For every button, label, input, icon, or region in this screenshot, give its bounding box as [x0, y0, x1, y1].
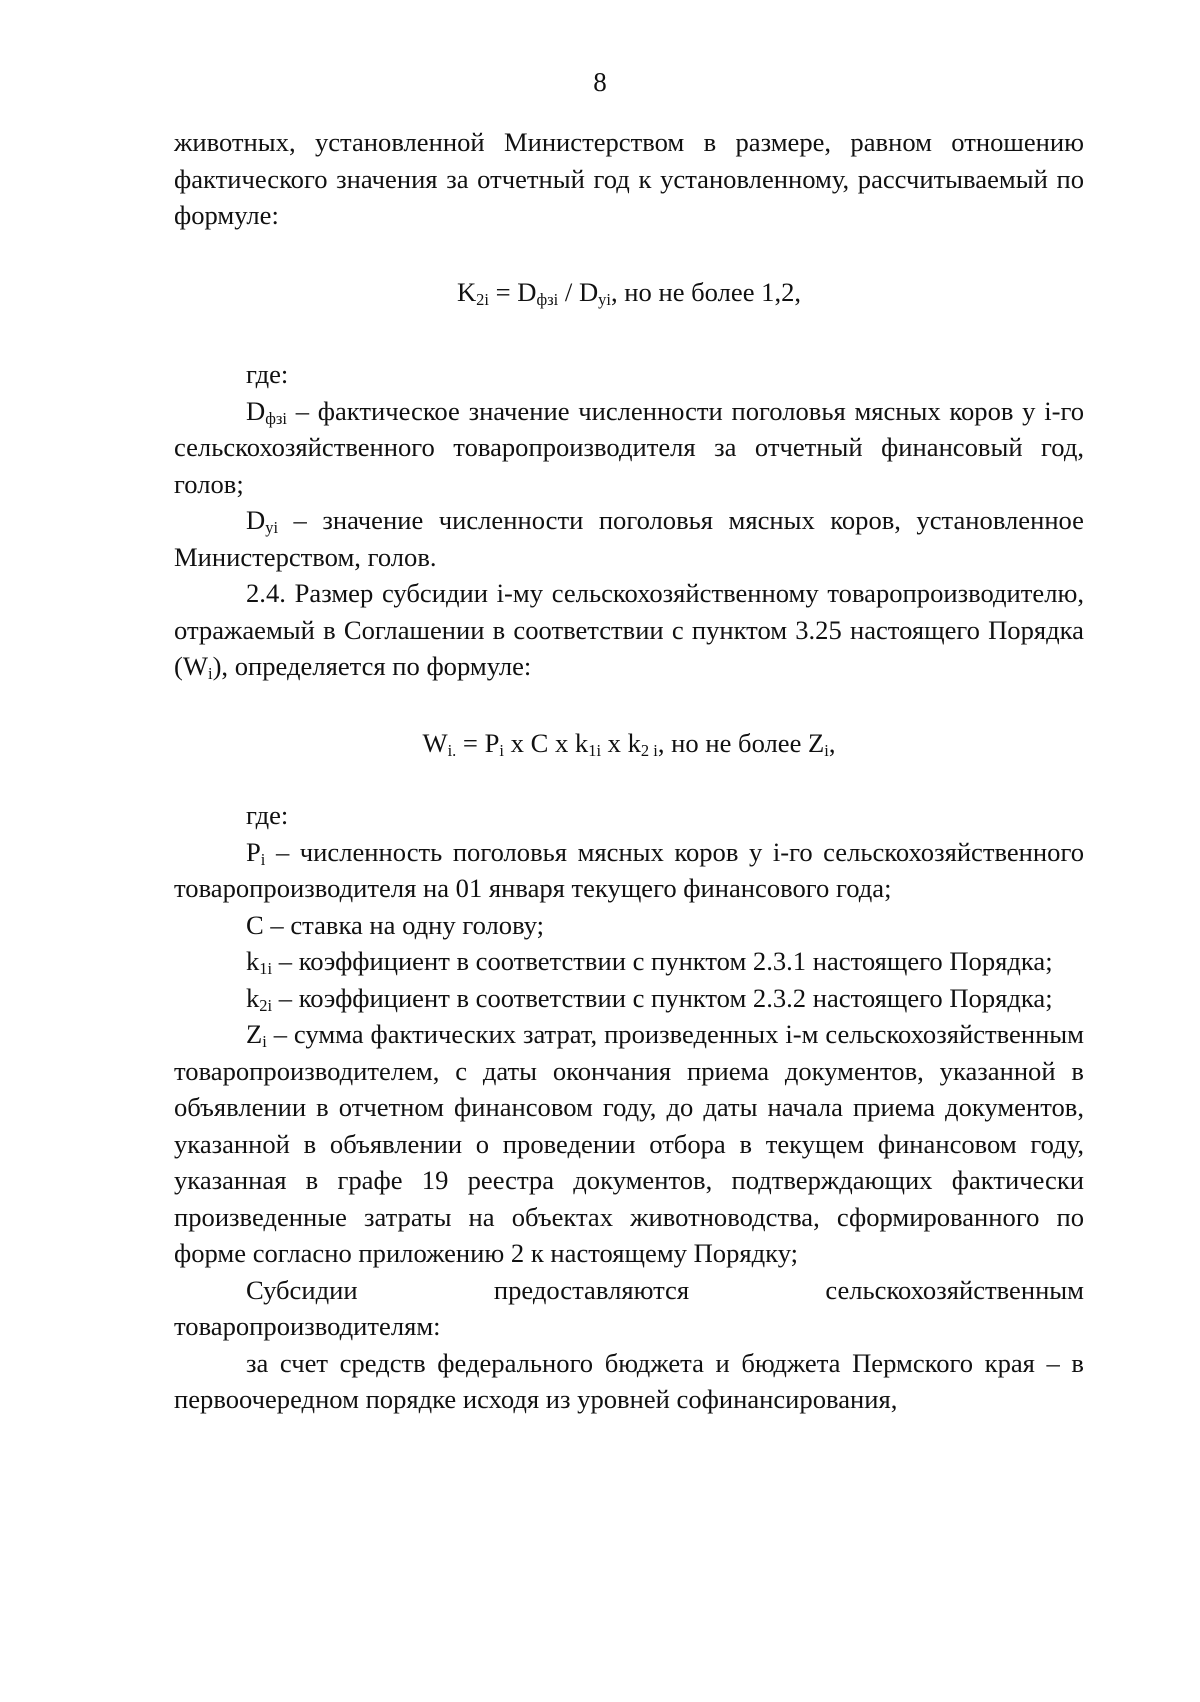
formula-k2: $K_{2i} = D_{фзi} / D_{yi}$, но не более 1,2,	[456, 276, 802, 309]
definition-d-y: $D_{yi}$ – значение численности поголовья мясных коров, установленное Министерством, голов.	[174, 505, 1084, 572]
paragraph-intro: животных, установленной Министерством в размере, равном отношению фактического значения за отчетный год к установленному, рассчитываемый по формуле:	[174, 127, 1084, 230]
definition-k2: $k_{2i}$ – коэффициент в соответствии с пунктом 2.3.2 настоящего Порядка;	[246, 982, 1053, 1015]
formula-w: $W_{i.} = P_i$ х С х $k_{1i}$ х $k_{2 i}$, но не более $Z_i$,	[422, 727, 836, 760]
definition-z: $Z_i$ – сумма фактических затрат, произведенных i-м сельскохозяйственным товаропроизводителем, с даты окончания приема документов, указанной в объявлении в отчетном финансовом году, до даты начала приема документов, указанной в объявлении о проведении отбора в текущем финансовом году, указанная в графе 19 реестра документов, подтверждающих фактически произведенные затраты на объектах животноводства, сформированного по форме согласно приложению 2 к настоящему Порядку;	[174, 1019, 1084, 1268]
definition-k1: $k_{1i}$ – коэффициент в соответствии с пунктом 2.3.1 настоящего Порядка;	[246, 946, 1053, 979]
document-body	[174, 124, 1084, 1418]
definition-d-fz: $D_{фзi}$ – фактическое значение численности поголовья мясных коров у i-го сельскохозяйственного товаропроизводителя за отчетный финансовый год, голов;	[174, 395, 1084, 499]
page-number: 8	[593, 67, 607, 97]
where-label-2: где:	[246, 800, 289, 830]
paragraph-2-4: 2.4. Размер субсидии i-му сельскохозяйственному товаропроизводителю, отражаемый в Соглашении в соответствии с пунктом 3.25 настоящего Порядка $(W_i)$, определяется по формуле:	[174, 578, 1084, 684]
definition-c: С – ставка на одну голову;	[246, 909, 545, 940]
where-label-1: где:	[246, 359, 289, 389]
paragraph-subsidies: Субсидии предоставляются сельскохозяйственным товаропроизводителям:	[174, 1274, 1084, 1341]
paragraph-funding: за счет средств федерального бюджета и бюджета Пермского края – в первоочередном порядке исходя из уровней софинансирования,	[174, 1347, 1084, 1414]
definition-p: $P_i$ – численность поголовья мясных коров у i-го сельскохозяйственного товаропроизводителя на 01 января текущего финансового года;	[174, 836, 1084, 903]
